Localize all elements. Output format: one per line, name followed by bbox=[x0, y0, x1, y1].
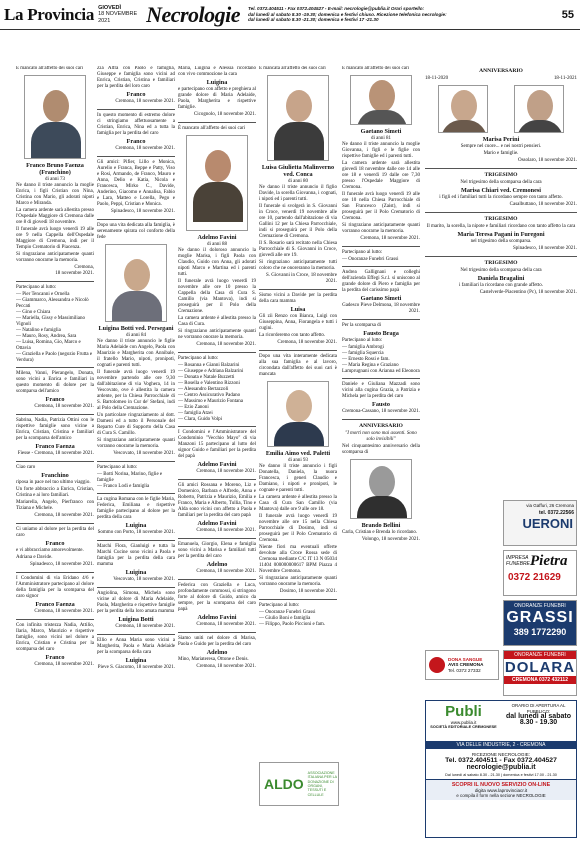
divider bbox=[16, 281, 94, 282]
notice-text: Un particolare ringraziamento al dott. Dameni ed a tutto il Personale del Reparto Cure di Supporto della Casa di Cura S. Camillo. bbox=[97, 413, 175, 436]
notice-date: Cremona, 18 novembre 2021. bbox=[115, 624, 175, 629]
deceased-name: Adelmo bbox=[206, 649, 228, 656]
notice-intro: Dopo una vita interamente dedicata alla sua famiglia e al lavoro, circondata dall'affetto dei suoi cari è mancata bbox=[259, 354, 337, 377]
photo-pair bbox=[425, 85, 577, 133]
notice-text: Nel cinquantesimo anniversario della scomparsa di bbox=[342, 444, 420, 455]
ad-grassi[interactable] bbox=[503, 600, 577, 646]
trigesimo-heading: TRIGESIMO bbox=[484, 216, 518, 222]
ad-heading: ONORANZE FUNEBRI bbox=[504, 651, 576, 659]
issue-date: GIOVEDÌ 18 NOVEMBRE 2021 bbox=[98, 4, 138, 24]
deceased-name: Luisa Giulietta Malinverno ved. Conca bbox=[261, 164, 335, 178]
divider bbox=[425, 168, 577, 169]
deceased-name: Maria Teresa Pagani in Furegoni bbox=[457, 231, 545, 238]
newspaper-brand: La Provincia bbox=[4, 4, 95, 24]
deceased-name: Fausto bbox=[372, 401, 390, 408]
ad-avis[interactable] bbox=[425, 650, 499, 680]
notice-text: Sempre nel cuore... e nei nostri pensieri. bbox=[460, 144, 542, 149]
blood-drop-icon bbox=[429, 657, 445, 673]
ad-name: DOLARA bbox=[504, 659, 576, 676]
notice-intro: È mancata all'affetto dei suoi cari bbox=[259, 66, 326, 71]
publia-box bbox=[425, 700, 577, 838]
notice-date: Pieve S. Giacomo, 18 novembre 2021. bbox=[97, 665, 175, 670]
notice-date: Castelverde-Piacentino (Pc), 18 novembre 2021. bbox=[479, 290, 577, 295]
notice-date: Fiesse - Cremona, 18 novembre 2021. bbox=[17, 451, 94, 456]
notice-intro: Dopo una vita dedicata alla famiglia, è serenamente spirata col conforto della fede bbox=[97, 223, 175, 240]
notice-text: La camera ardente è allestita presso la Casa di Cura San Camillo (via Mantova) dalle ore 9 alle ore 18. bbox=[259, 495, 337, 512]
office-hours: 8.30 - 19.30 bbox=[519, 718, 558, 726]
deceased-name: Luigina Botti bbox=[118, 616, 154, 623]
deceased-name: Daniela Bragalini bbox=[477, 275, 525, 282]
notice-text: La ricorderemo con tanto affetto. bbox=[259, 333, 326, 338]
notice-text: Emanuela, Giorgio, Elena e famiglia sono vicini a Marisa e familiari tutti per la perdita del caro bbox=[178, 542, 256, 559]
divider bbox=[342, 378, 420, 379]
notice-text: Adriana e Davide. bbox=[16, 555, 53, 560]
notice-date: Gadesco Pieve Delmona, 18 novembre 2021. bbox=[342, 303, 420, 314]
notice-text: Ne danno il triste annuncio la moglie Enrica, i figli Cristian con Nina, Cristina con Mario, gli adorati nipoti Marco e Miranda. bbox=[16, 183, 94, 206]
notice-text: Si ringraziano anticipatamente quanti vorranno onorarne la memoria. bbox=[342, 223, 420, 234]
notice-date: Vescovato, 18 novembre 2021. bbox=[113, 577, 175, 582]
notice-text: Con infinita tristezza Nadia, Attilio, Ilaria, Marco, Maurizio e rispettive famiglie, sono vicini nel dolore a Enrica, Cristian e Cristina per la scomparsa del caro bbox=[16, 623, 94, 652]
notice-text: Il funerale si svolgerà in S. Giovanni in Croce, venerdì 19 novembre alle ore 10, partendo dall'abitazione di via Gallini 12 per la Chiesa Parrocchiale, indi si proseguirà per il Polo della Cremazione di Cremona. bbox=[259, 204, 337, 239]
deceased-name: Franco bbox=[126, 138, 146, 145]
email-link[interactable]: necrologie@publia.it bbox=[466, 764, 536, 771]
section-title: Necrologie bbox=[146, 1, 241, 27]
deceased-name: Luigina bbox=[125, 569, 147, 576]
notice-text: Partecipano al lutto: bbox=[342, 338, 383, 343]
notice-text: riposa in pace nel tuo ultimo viaggio. bbox=[16, 480, 91, 485]
ad-pietra[interactable] bbox=[503, 550, 577, 596]
notice-text: Partecipano al lutto: bbox=[259, 603, 300, 608]
notice-text: Si ringraziano anticipatamente quanti ne vorranno onorare la memoria. bbox=[178, 329, 256, 340]
notice-text: In questo momento di estremo dolore ci stringiamo affettuosamente a Cristian, Enrica, Nina ed a tutta la famiglia per la perdita del caro bbox=[97, 113, 175, 136]
notice-text: Il marito, la sorella, la nipote e familiari ricordano con tanto affetto la cara bbox=[426, 224, 576, 229]
notice-date: Cremona, 18 novembre 2021. bbox=[196, 622, 256, 627]
ad-ueroni[interactable] bbox=[503, 500, 577, 546]
notice-text: Si ringraziano anticipatamente quanti vorranno onorarne la memoria. bbox=[97, 438, 175, 449]
deceased-name: Marisa Chiari ved. Cremonesi bbox=[461, 187, 541, 194]
deceased-name: Luigina bbox=[206, 79, 228, 86]
notice-date: Spinadesco, 18 novembre 2021. bbox=[512, 246, 577, 251]
column-3 bbox=[178, 66, 256, 836]
deceased-age: di anni 73 bbox=[45, 177, 65, 182]
portrait-photo bbox=[105, 244, 167, 322]
divider bbox=[97, 493, 175, 494]
notice-text: Il funerale avrà luogo venerdì 19 alle ore 10 nella Chiesa Parrocchiale di San Francesco (Zaist), indi si proseguirà per il Polo Crematorio di Cremona. bbox=[342, 192, 420, 221]
notice-text: La cugina Romana con le figlie Maria, Federica, Emiliana e rispettive famiglie partecipano al dolore per la perdita della cara bbox=[97, 497, 175, 520]
notice-date: Cremona, 18 novembre 2021. bbox=[360, 236, 420, 241]
deceased-name: Franco bbox=[126, 91, 146, 98]
deceased-name: Franco bbox=[45, 654, 65, 661]
contact-info: Tel. 0372.404511 - Fax 0372.404527 - E-mail: necrologie@publia.it Orari sportello: dal lunedì al sabato 8.30 -19.30; domenica e festivi chiuso. Ricezione telefonica necrologie: dal lunedì al sabato 8.30 -21.30; domenica e festivi 17 -21.30 bbox=[248, 6, 447, 23]
notice-date: Cremona, 18 novembre 2021. bbox=[55, 265, 94, 276]
page-number: 55 bbox=[561, 8, 574, 21]
divider bbox=[97, 587, 175, 588]
divider bbox=[97, 461, 175, 462]
deceased-name: Emilia Aimo ved. Paletti bbox=[265, 450, 331, 457]
page-header bbox=[0, 0, 580, 30]
office-days: dal lunedì al sabato bbox=[506, 713, 571, 720]
deceased-name: Brando Bellini bbox=[361, 522, 401, 529]
notice-date: Cremona, 18 novembre 2021. bbox=[34, 609, 94, 614]
divider bbox=[425, 256, 577, 257]
divider bbox=[178, 479, 256, 480]
notice-date: S. Giovanni in Croce, 18 novembre 2021. bbox=[266, 273, 337, 284]
notice-text: Gli amici Rossana e Moreno, Liz e Domenico, Barbara e Alfredo, Anna e Roberto, Patrizia e Maurizio, Emilia e Franco, Maria e Alberto, Tullia, Tino e Alda sono vicini con affetto a Paola e familiari per la perdita del caro papà bbox=[178, 483, 256, 518]
notice-text: Nel trigesimo della scomparsa della cara bbox=[460, 268, 542, 273]
deceased-name: Luisa bbox=[290, 306, 306, 313]
notice-date: Cremona, 18 novembre 2021. bbox=[115, 99, 175, 104]
column-2 bbox=[97, 66, 175, 836]
deceased-age: di anni 81 bbox=[371, 136, 391, 141]
notice-text: Ne danno il triste annuncio i figli Donatella, Daniela, la nuora Francesca, i generi Claudio e Damiano, i nipoti e pronipoti, le cognate e parenti tutti. bbox=[259, 464, 337, 493]
divider bbox=[342, 246, 420, 247]
deceased-name: Marisa Perini bbox=[482, 136, 520, 143]
deceased-name: Gaetano Simeti bbox=[360, 128, 402, 135]
deceased-name: Franco bbox=[45, 540, 65, 547]
trigesimo-heading: TRIGESIMO bbox=[484, 172, 518, 178]
notice-date: Cicognolo, 18 novembre 2021. bbox=[193, 112, 256, 117]
notice-text: Per la scomparsa di bbox=[342, 323, 382, 328]
condolence-list: — Botti Norina, Marino, figlie e famiglie — Franco Lodi e famiglia bbox=[97, 472, 163, 489]
notice-text: Sismo vicini a Davide per la perdita della cara mamma bbox=[259, 293, 337, 304]
deceased-name: Adelmo Favini bbox=[197, 520, 237, 527]
notice-text: e vi abbracciamo amorevolmente. bbox=[16, 548, 84, 553]
phone-fax-number[interactable]: Tel. 0372.404511 - Fax 0372.404527 bbox=[445, 757, 557, 764]
notice-text: Maria, Luigina e Alessia ricordano con vivo commozione la cara bbox=[178, 66, 256, 77]
column-6 bbox=[425, 66, 577, 486]
ad-aido[interactable] bbox=[259, 762, 339, 806]
notice-intro: È mancato all'affetto dei suoi cari bbox=[342, 66, 410, 71]
notice-text: i familiari la ricordano con grande affetto. bbox=[459, 283, 543, 288]
publia-logo: Publi bbox=[445, 703, 482, 720]
notice-text: Daniele e Giuliana Mazzadi sono vicini alla cugina Grazia, a Patrizia e Michela per la perdita del caro bbox=[342, 382, 420, 399]
notice-intro: È mancato all'affetto dei suoi cari bbox=[16, 66, 84, 71]
deceased-name: Franco bbox=[45, 396, 65, 403]
divider bbox=[97, 634, 175, 635]
notice-text: Il funerale avrà luogo venerdì 19 novembre alle ore 15 nella Chiesa Parrocchiale di Dosimo, indi si proseguirà per il Polo Crematorio di Cremona. bbox=[259, 514, 337, 543]
notice-text: Il S. Rosario sarà recitato nella Chiesa Parrocchiale di S. Giovanni in Croce, giovedì alle ore 19. bbox=[259, 241, 337, 258]
notice-date: Dosimo, 18 novembre 2021. bbox=[279, 589, 337, 594]
ad-heading: DONA SANGUE bbox=[448, 656, 483, 662]
form-instruction: e compila il form nella sezione NECROLOGIE bbox=[456, 793, 546, 798]
notice-date: Cremona, 18 novembre 2021. bbox=[196, 528, 256, 533]
trigesimo-heading: TRIGESIMO bbox=[484, 260, 518, 266]
divider bbox=[16, 523, 94, 524]
divider bbox=[178, 122, 256, 123]
anniversary-years: 18-11-2020 18-11-2021 bbox=[425, 76, 577, 81]
divider bbox=[178, 632, 256, 633]
notice-text: Ne danno il triste annuncio la moglie Giovanna, i figli e le figlie con rispettive famiglie ed i parenti tutti. bbox=[342, 142, 420, 159]
ad-name: ALDO bbox=[264, 776, 304, 792]
condolence-list: — Rosanna e Gianni Balzarini — Giuseppe e Adriana Balzarini — Donata e Natale Buzzetti — Rosella e Valentino Rizzoni — Alessandro Bertazzoli — Centro Assicurativo Padano — Massimo e Maurizio Fontana — Ezio Zanoni — famiglia Atzei — Clara, Guido Volpi bbox=[178, 363, 244, 422]
ad-phone: Tel. 0372 27332 bbox=[448, 667, 481, 673]
ad-dolara[interactable] bbox=[503, 650, 577, 696]
notice-date: Cremona, 18 novembre 2021. bbox=[34, 404, 94, 409]
notice-date: Casalbuttano, 18 novembre 2021. bbox=[509, 202, 577, 207]
notice-date: Cremona, 18 novembre 2021. bbox=[196, 664, 256, 669]
divider bbox=[342, 266, 420, 267]
ad-tagline: IMPRESA FUNEBRE bbox=[506, 555, 530, 567]
portrait-photo bbox=[438, 85, 488, 133]
column-5 bbox=[342, 66, 420, 710]
portrait-photo bbox=[267, 75, 329, 161]
quote-text: "I morti non sono mai assenti. Sono solo invisibili" bbox=[345, 431, 417, 442]
notice-text: Milena, Vanni, Pierangelo, Donata, sono vicini a Enrica e familiari in questo momento di dolore per la scomparsa dell'amico bbox=[16, 371, 94, 394]
notice-text: Ne danno il triste annuncio il figlio Davide, la sorella Giovanna, i cognati, i nipoti ed i parenti tutti. bbox=[259, 185, 337, 202]
column-1 bbox=[16, 66, 94, 836]
divider bbox=[342, 319, 420, 320]
divider bbox=[342, 419, 420, 420]
notice-text: Ellio e Anna Maria sono vicini a Margherita, Paola e Maria Adelaide per la scomparsa della cara bbox=[97, 638, 175, 655]
notice-text: Mario e famiglie. bbox=[483, 151, 519, 156]
ad-name: UERONI bbox=[522, 516, 573, 531]
notice-text: Mariarella, Angelo, Pierfranco con Tiziana e Michele. bbox=[16, 500, 94, 511]
notice-text: Mino, Mariateresa, Ottone e Denis. bbox=[178, 657, 249, 662]
divider bbox=[97, 109, 175, 110]
divider bbox=[178, 352, 256, 353]
notice-text: Andrea Gallignani e colleghi dell'azienda Effegi S.r.l. si uniscono al grande dolore di Piero e famiglia per la perdita del carissimo papà bbox=[342, 270, 420, 293]
ad-heading: ONORANZE FUNEBRI bbox=[514, 603, 566, 609]
online-service-headline: SCOPRI IL NUOVO SERVIZIO ON-LINE bbox=[451, 782, 551, 788]
notice-text: Angiolina, Simona, Michela sono vicine al dolore di Maria Adelaide, Paola, Margherita e rispettive famiglie per la perdita della loro amata mamma bbox=[97, 591, 175, 614]
notice-date: Cremona, 18 novembre 2021. bbox=[277, 340, 337, 345]
deceased-name: Franchino bbox=[41, 472, 69, 479]
divider bbox=[16, 367, 94, 368]
ad-phone: 0372 21629 bbox=[508, 572, 561, 583]
portrait-photo bbox=[350, 75, 412, 125]
reception-hours: Dal lunedì al sabato 8.30 - 21.30 | domenica e festivi 17.00 - 21.30 bbox=[445, 773, 557, 777]
notice-date: Spinadesco, 18 novembre 2021. bbox=[29, 562, 94, 567]
divider bbox=[16, 414, 94, 415]
deceased-name: Luigina Botti ved. Persegani bbox=[98, 325, 174, 332]
notice-text: Sabrina, Nadia, Patrizia Ottini con le rispettive famiglie sono vicine a Enrica, Cristian, Cristina e familiari per la scomparsa dell'amico bbox=[16, 418, 94, 441]
notice-text: La camera ardente sarà allestita giovedì 18 novembre dalle ore 14 alle ore 18 e venerdì 19 dalle ore 7,30 presso l'Ospedale Maggiore di Cremona. bbox=[342, 161, 420, 190]
deceased-name: Adelmo Favini bbox=[197, 461, 237, 468]
notice-date: Cremona, 18 novembre 2021. bbox=[196, 569, 256, 574]
divider bbox=[97, 219, 175, 220]
column-4 bbox=[259, 66, 337, 760]
divider bbox=[259, 599, 337, 600]
notice-date: Ossolaro, 18 novembre 2021. bbox=[517, 158, 577, 163]
notice-text: Zia Alfra con Paolo e famiglia, Giuseppe e famiglia sono vicini ad Enrica, Cristian, Cristina e familiari per la perdita del loro caro bbox=[97, 66, 175, 89]
notice-text: Marchi Flora, Gianluigi e tutta la Marchi Cucine sono vicini a Paola e famiglia per la perdita della cara mamma bbox=[97, 544, 175, 567]
notice-date: Volongo, 18 novembre 2021. bbox=[361, 537, 420, 542]
notice-date: Cremona-Cassano, 18 novembre 2021. bbox=[342, 409, 420, 414]
deceased-name: Adelmo bbox=[206, 561, 228, 568]
notice-text: Il funerale avrà luogo venerdì 19 novembre alle ore 10 presso la Cappella della Casa di Cura S. Camillo (via Mantova), indi si proseguirà per il Polo della Cremazione. bbox=[178, 279, 256, 314]
notice-text: Siamo uniti nel dolore di Marisa, Paola e Guido per la perdita del caro bbox=[178, 636, 256, 647]
notice-date: Cremona, 18 novembre 2021. bbox=[196, 342, 256, 347]
notice-text: La camera ardente è allestita presso la Casa di Cura. bbox=[178, 316, 256, 327]
notice-text: Ci uniamo al dolore per la perdita del caro bbox=[16, 527, 94, 538]
portrait-photo bbox=[267, 381, 329, 447]
notice-text: I Condomini di via Eridano 4/6 e l'Amministratore partecipano al dolore della famiglia per la scomparsa del caro signor bbox=[16, 576, 94, 599]
notice-intro: È mancato all'affetto dei suoi cari bbox=[178, 126, 246, 131]
publia-website-link[interactable]: www.publia.it bbox=[450, 720, 477, 725]
notice-text: La camera ardente sarà allestita presso l'Ospedale Maggiore di Cremona dalle ore 8 di giovedì 18 novembre. bbox=[16, 208, 94, 225]
deceased-name: Luigina bbox=[125, 522, 147, 529]
notice-text: Partecipano al lutto: bbox=[342, 250, 383, 255]
deceased-name: Franco Bruno Faenza (Franchino) bbox=[26, 162, 84, 176]
anniversary-heading: ANNIVERSARIO bbox=[479, 68, 523, 74]
condolence-list: — famiglia Ambrogi — famiglia Squercia — Ernesto Rossi e fam. — Maria Regina e Graziano Lamprugnani con Arianna ed Eleonora bbox=[342, 345, 420, 374]
site-link[interactable]: digita www.laprovinciacr.it bbox=[474, 788, 528, 793]
ad-name: Pietra bbox=[530, 553, 568, 569]
deceased-name: Adelmo Favini bbox=[197, 614, 237, 621]
notice-text: Si ringraziano anticipatamente tutti coloro che ne onoreranno la memoria. bbox=[259, 260, 337, 271]
ad-name: GRASSI bbox=[506, 609, 574, 626]
notice-date: Vescovato, 18 novembre 2021. bbox=[113, 451, 175, 456]
notice-text: Ne danno il doloroso annuncio la moglie Marisa, i figli Paola con Claudio, Guido con Anna, gli adorati nipoti Marco e Martina ed i parenti tutti. bbox=[178, 248, 256, 277]
notice-date: Cremona, 18 novembre 2021. bbox=[196, 469, 256, 474]
notice-date: Spinadesco, 18 novembre 2021. bbox=[110, 209, 175, 214]
portrait-photo bbox=[350, 459, 412, 519]
condolence-list: — Onoranze Funebri Grassi bbox=[342, 257, 399, 262]
divider bbox=[16, 619, 94, 620]
notice-text: Partecipano al lutto: bbox=[16, 285, 57, 290]
notice-date: Sommo con Porto, 18 novembre 2021. bbox=[97, 530, 175, 535]
portrait-photo bbox=[186, 135, 248, 231]
divider bbox=[97, 156, 175, 157]
deceased-name: Franco Faenza bbox=[35, 443, 75, 450]
divider bbox=[259, 350, 337, 351]
divider bbox=[425, 212, 577, 213]
divider bbox=[259, 289, 337, 290]
ad-text: ASSOCIAZIONE ITALIANA PER LA DONAZIONE DI ORGANI, TESSUTI E CELLULE bbox=[307, 770, 337, 797]
notice-date: Cremona, 18 novembre 2021. bbox=[34, 662, 94, 667]
deceased-name: Fausto Braga bbox=[363, 330, 399, 337]
notice-text: Un forte abbraccio a Enrica, Cristian, Cristina e ai loro familiari. bbox=[16, 487, 94, 498]
notice-text: Ciao caro bbox=[16, 465, 36, 470]
publia-subtitle: SOCIETÀ EDITORIALE CREMONESE bbox=[430, 725, 497, 729]
deceased-age: di anni 88 bbox=[207, 242, 227, 247]
ad-phone: tel. 0372.22566 bbox=[538, 510, 574, 516]
notice-date: Cremona, 18 novembre 2021. bbox=[34, 513, 94, 518]
divider bbox=[178, 426, 256, 427]
office-hours-label: ORARIO DI APERTURA AL PUBBLICO: bbox=[511, 703, 566, 714]
deceased-name: Franco Faenza bbox=[35, 601, 75, 608]
ad-address: via Gaffuri, 26 Cremona bbox=[526, 503, 574, 508]
notice-text: i figli ed i familiari tutti la ricordano sempre con tanto affetto. bbox=[439, 195, 563, 200]
portrait-photo bbox=[514, 85, 564, 133]
notice-text: Ne danno il triste annuncio le figlie Maria Adelaide con Angelo, Paola con Maurizio e Margherita con Annibale, il fratello Mario, nipoti, pronipoti, cognati e parenti tutti. bbox=[97, 339, 175, 368]
notice-text: Niente fiori ma eventuali offerte devolute alla Croce Rossa sede di Cremona mediante C/C IT 13 N 05034 11404 000000000617 BPM Piazza 4 Novembre Cremona. bbox=[259, 545, 337, 574]
notice-text: I Condomini e l'Amministratore del Condominio "Vecchio Mayo" di via Manzoni 15 partecipano al lutto del signor Guido e familiari per la perdita del papà bbox=[178, 430, 256, 459]
ad-phone: CREMONA 0372 432112 bbox=[504, 676, 576, 684]
deceased-age: di anni 84 bbox=[126, 333, 146, 338]
notice-text: Gli amici: Pifìer, Lillo e Monica, Aurelio e Franca, Beppe e Patty, Viso e Rosi, Armando, de Franco, Mauro e Anna, Delio e Katia, Nicola e Francesca, Mirko C., Davide, Anderino, Giacomo e Annalisa, Fabio e Lara, Matteo e Lorella, Pego e Paolo, Peppi, Cristian e Monica. bbox=[97, 160, 175, 207]
ad-phone: 389 1772290 bbox=[513, 627, 567, 637]
notice-text: Gli zii Renzo con Bianca, Luigi con Giuseppina, Anna, Fiorangela e tutti i cugini. bbox=[259, 314, 337, 331]
deceased-age: di anni 93 bbox=[288, 458, 308, 463]
anniversary-heading: ANNIVERSARIO bbox=[359, 423, 403, 429]
divider bbox=[16, 572, 94, 573]
deceased-age: di anni 80 bbox=[288, 179, 308, 184]
divider bbox=[97, 540, 175, 541]
notice-text: Nel trigesimo della scomparsa della cara bbox=[460, 180, 542, 185]
deceased-name: Adelmo Favini bbox=[197, 234, 237, 241]
deceased-name: Luigina bbox=[125, 657, 147, 664]
condolence-list: — Onoranze Funebri Grassi — Giulio Boni e famiglia — Filippo, Paolo Piccioni e fam. bbox=[259, 610, 325, 627]
condolence-list: — Pier Tencanni e Ornella — Giammarco, Alessandra e Nicolò Peccati — Gino e Chiara — Mariella, Gissy e Massimiliano Vignoli — Natalino e famiglia — Mauro, Rosy, Andrea, Sara — Luisa, Romina, Gio, Marco e Ottavia — Graziella e Paolo (negozio Frutta e Verdura) bbox=[16, 292, 93, 363]
divider bbox=[16, 461, 94, 462]
notice-text: Partecipano al lutto: bbox=[178, 356, 219, 361]
notice-text: nel trigesimo della scomparsa. bbox=[470, 239, 532, 244]
divider bbox=[178, 538, 256, 539]
deceased-name: Gaetano Simeti bbox=[360, 295, 402, 302]
notice-date: Cremona, 18 novembre 2021. bbox=[115, 146, 175, 151]
ad-name: AVIS CREMONA bbox=[448, 662, 484, 668]
portrait-photo bbox=[24, 75, 86, 159]
notice-text: Si ringraziano anticipatamente quanti vorranno onorarne la memoria. bbox=[259, 576, 337, 587]
notice-text: Carla, Cristian e Brenda lo ricordano. bbox=[342, 530, 418, 535]
notice-text: Partecipano al lutto: bbox=[97, 465, 138, 470]
notice-text: Federica con Graziella e Luca, profondamente commossi, si stringono forte al dolore di Guido, amico da sempre, per la scomparsa del caro papà bbox=[178, 583, 256, 612]
divider bbox=[178, 579, 256, 580]
notice-text: Il funerale avrà luogo venerdì 19 alle ore 9 nella Cappella dell'Ospedale Maggiore di Cremona, indi per il Tempio Crematorio di Piacenza. bbox=[16, 227, 94, 250]
notice-text: e partecipano con affetto e preghiera al grande dolore di Maria Adelaide, Paola, Margherita e rispettive famiglie. bbox=[178, 87, 256, 110]
notice-text: Il funerale avrà luogo venerdì 19 novembre partendo alle ore 9,30 dall'abitazione di via Voghera, 14 in Vescovato, ove è allestita la camera ardente, per la Chiesa Parrocchiale di S. Bartolomeo in Cur de' Stefani, indi al Polo della Cremazione. bbox=[97, 370, 175, 411]
publia-address: VIA DELLE INDUSTRIE, 2 - CREMONA bbox=[426, 741, 576, 749]
reception-label: RICEZIONE NECROLOGIE: bbox=[471, 752, 531, 757]
notice-text: Si ringraziano anticipatamente quanti vorranno onorarne la memoria. bbox=[16, 252, 94, 263]
